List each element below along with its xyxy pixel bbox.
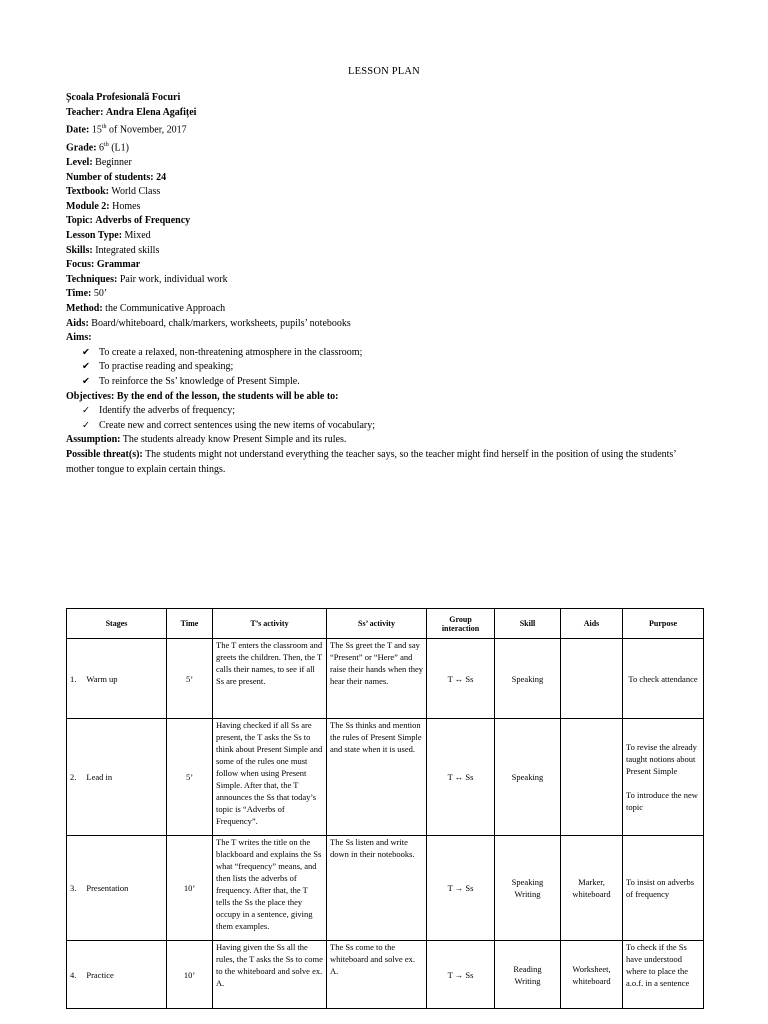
list-item: ✓ Identify the adverbs of frequency; [82, 404, 706, 419]
assumption-row: Assumption: The students already know Present Simple and its rules. [66, 434, 347, 446]
column-header: Purpose [623, 609, 704, 639]
interaction-cell: T ↔ Ss [427, 719, 495, 836]
list-item: ✔ To reinforce the Ss’ knowledge of Present Simple. [82, 375, 706, 390]
objectives-heading: Objectives: By the end of the lesson, the students will be able to: [66, 390, 339, 402]
focus-row: Focus: Grammar [66, 259, 141, 271]
check-icon: ✓ [82, 419, 90, 431]
column-header: Group interaction [427, 609, 495, 639]
students-activity-cell: The Ss greet the T and say “Present” or “Here” and raise their hands when they hear their names. [327, 639, 427, 719]
time-cell: 5’ [167, 719, 213, 836]
list-item: ✔ To create a relaxed, non-threatening atmosphere in the classroom; [82, 346, 706, 361]
level-row: Level: Beginner [66, 157, 132, 169]
check-icon: ✔ [82, 361, 90, 373]
school-name: Școala Profesională Focuri [66, 92, 181, 103]
list-item: ✓ Create new and correct sentences using the new items of vocabulary; [82, 419, 706, 434]
skill-cell: Speaking Writing [495, 836, 561, 941]
column-header: Stages [67, 609, 167, 639]
lesson-type-row: Lesson Type: Mixed [66, 230, 151, 241]
aids-cell: Worksheet, whiteboard [561, 941, 623, 1009]
stage-cell: 3. Presentation [67, 836, 167, 941]
threat-row: Possible threat(s): The students might not understand everything the teacher says, so the teacher might find herself in the position of using the students’ mother tongue to explain certain things. [66, 448, 676, 475]
time-row: Time: 50’ [66, 288, 108, 300]
teacher-activity-cell: The T writes the title on the blackboard and explains the Ss what “frequency” means, and then lists the adverbs of frequency. After that, the T tells the Ss the place they occupy in a sentence, giving them examples. [213, 836, 327, 941]
stage-cell: 2. Lead in [67, 719, 167, 836]
lesson-details [66, 91, 706, 477]
skill-cell: Speaking [495, 639, 561, 719]
aims-list [66, 346, 706, 390]
stage-cell: 1. Warm up [67, 639, 167, 719]
skills-row: Skills: Integrated skills [66, 244, 160, 256]
column-header: T’s activity [213, 609, 327, 639]
interaction-cell: T → Ss [427, 836, 495, 941]
teacher-row: Teacher: Andra Elena Agafiței [66, 106, 197, 118]
aims-heading: Aims: [66, 332, 92, 344]
grade-row: Grade: 6th (L1) [66, 142, 129, 154]
purpose-cell: To check attendance [623, 639, 704, 719]
check-icon: ✔ [82, 375, 90, 387]
table-row [67, 639, 704, 719]
teacher-activity-cell: Having checked if all Ss are present, the T asks the Ss to think about Present Simple and some of the rules one must follow when using Present Simple. After that, the T announces the Ss that today’s topic is “Adverbs of Frequency”. [213, 719, 327, 836]
students-row: Number of students: 24 [66, 171, 167, 183]
table-row [67, 836, 704, 941]
table-row [67, 719, 704, 836]
method-row: Method: the Communicative Approach [66, 302, 226, 314]
time-cell: 10’ [167, 836, 213, 941]
interaction-cell: T → Ss [427, 941, 495, 1009]
students-activity-cell: The Ss come to the whiteboard and solve ex. A. [327, 941, 427, 1009]
textbook-row: Textbook: World Class [66, 186, 161, 198]
students-activity-cell: The Ss thinks and mention the rules of Present Simple and state when it is used. [327, 719, 427, 836]
aids-cell [561, 719, 623, 836]
objectives-list [66, 404, 706, 433]
table-row [67, 941, 704, 1009]
skill-cell: Speaking [495, 719, 561, 836]
table-header-row [67, 609, 704, 639]
students-activity-cell: The Ss listen and write down in their notebooks. [327, 836, 427, 941]
column-header: Ss’ activity [327, 609, 427, 639]
interaction-cell: T ↔ Ss [427, 639, 495, 719]
teacher-activity-cell: The T enters the classroom and greets the children. Then, the T calls their names, to see if all Ss are present. [213, 639, 327, 719]
list-item: ✔ To practise reading and speaking; [82, 360, 706, 375]
stage-cell: 4. Practice [67, 941, 167, 1009]
teacher-activity-cell: Having given the Ss all the rules, the T asks the Ss to come to the whiteboard and solve ex. A. [213, 941, 327, 1009]
purpose-cell: To check if the Ss have understood where to place the a.o.f. in a sentence [623, 941, 704, 1009]
document-title: LESSON PLAN [348, 66, 420, 77]
aids-row: Aids: Board/whiteboard, chalk/markers, worksheets, pupils’ notebooks [66, 317, 351, 329]
purpose-cell: To insist on adverbs of frequency [623, 836, 704, 941]
lesson-stages-table [66, 608, 704, 1009]
aids-cell [561, 639, 623, 719]
aids-cell: Marker, whiteboard [561, 836, 623, 941]
techniques-row: Techniques: Pair work, individual work [66, 273, 228, 285]
purpose-cell: To revise the already taught notions about Present Simple To introduce the new topic [623, 719, 704, 836]
column-header: Skill [495, 609, 561, 639]
time-cell: 5’ [167, 639, 213, 719]
topic-row: Topic: Adverbs of Frequency [66, 215, 191, 227]
skill-cell: Reading Writing [495, 941, 561, 1009]
date-row: Date: 15th of November, 2017 [66, 124, 187, 136]
column-header: Time [167, 609, 213, 639]
time-cell: 10’ [167, 941, 213, 1009]
column-header: Aids [561, 609, 623, 639]
module-row: Module 2: Homes [66, 200, 141, 212]
check-icon: ✔ [82, 346, 90, 358]
check-icon: ✓ [82, 405, 90, 417]
